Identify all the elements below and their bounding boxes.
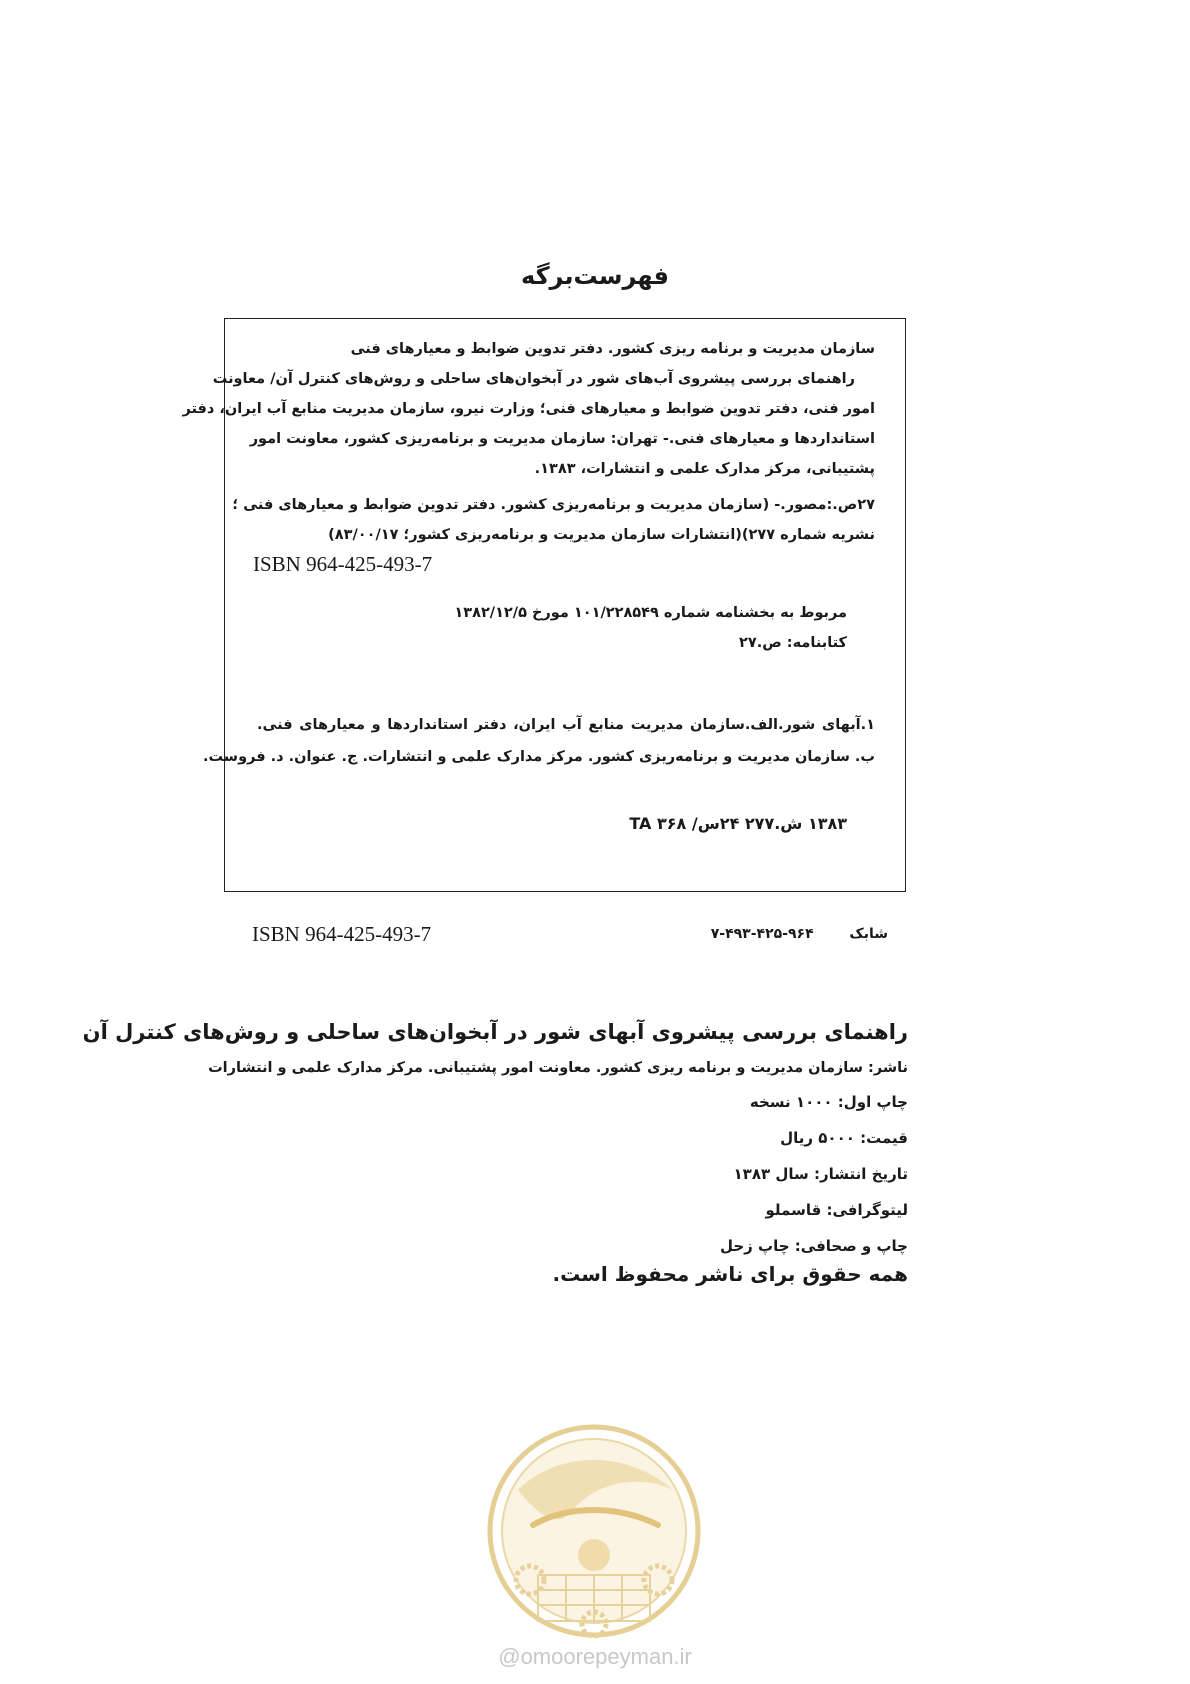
- catalog-subject-line: ب. سازمان مدیریت و برنامه‌ریزی کشور. مرکز مدارک علمی و انتشارات. ج. عنوان. د. فروست.: [202, 749, 875, 765]
- rights-notice: همه حقوق برای ناشر محفوظ است.: [552, 1262, 908, 1286]
- catalog-circular: مربوط به بخشنامه شماره ۱۰۱/۲۲۸۵۴۹ مورخ ۱۳۸۲/۱۲/۵: [454, 605, 847, 621]
- catalog-line: نشریه شماره ۲۷۷)(انتشارات سازمان مدیریت و برنامه‌ریزی کشور؛ ۸۳/۰۰/۱۷): [328, 527, 875, 543]
- catalog-classification: ۱۳۸۳ ش.۲۷۷ ۲۴س/ ۳۶۸ TA: [629, 814, 847, 833]
- catalog-isbn: ISBN 964-425-493-7: [253, 552, 433, 576]
- catalog-line: راهنمای بررسی پیشروی آب‌های شور در آبخوان‌های ساحلی و روش‌های کنترل آن/ معاونت: [212, 371, 855, 387]
- catalog-line: ۲۷ص.:مصور.- (سازمان مدیریت و برنامه‌ریزی کشور. دفتر تدوین ضوابط و معیارهای فنی ؛: [232, 497, 875, 513]
- edition-line: چاپ اول: ۱۰۰۰ نسخه: [749, 1093, 908, 1111]
- catalog-bibliography: کتابنامه: ص.۲۷: [739, 635, 847, 651]
- lithography-line: لیتوگرافی: قاسملو: [765, 1201, 908, 1219]
- page-title: فهرست‌برگه: [521, 262, 669, 290]
- publisher-line: ناشر: سازمان مدیریت و برنامه ریزی کشور. معاونت امور پشتیبانی. مرکز مدارک علمی و انتشارات: [208, 1060, 908, 1076]
- catalog-line: امور فنی، دفتر تدوین ضوابط و معیارهای فنی؛ وزارت نیرو، سازمان مدیریت منابع آب ایران، دفتر: [182, 401, 875, 417]
- price-line: قیمت: ۵۰۰۰ ریال: [780, 1129, 908, 1147]
- book-title: راهنمای بررسی پیشروی آبهای شور در آبخوان‌های ساحلی و روش‌های کنترل آن: [82, 1020, 908, 1044]
- catalog-line: استانداردها و معیارهای فنی.- تهران: سازمان مدیریت و برنامه‌ریزی کشور، معاونت امور: [249, 431, 875, 447]
- watermark-url: @omoorepeyman.ir: [498, 1644, 692, 1669]
- isbn-persian: ۹۶۴-۴۲۵-۴۹۳-۷: [710, 926, 814, 942]
- watermark-seal-icon: [478, 1420, 710, 1646]
- publish-date-line: تاریخ انتشار: سال ۱۳۸۳: [733, 1165, 908, 1183]
- isbn-persian-row: [711, 926, 888, 942]
- catalog-card: [182, 318, 906, 892]
- isbn-label: شابک: [849, 926, 888, 942]
- catalog-line: پشتیبانی، مرکز مدارک علمی و انتشارات، ۱۳۸۳.: [534, 461, 875, 477]
- catalog-subject-line: ۱.آبهای شور.الف.سازمان مدیریت منابع آب ایران، دفتر استانداردها و معیارهای فنی.: [257, 717, 875, 733]
- printing-line: چاپ و صحافی: چاپ زحل: [719, 1237, 908, 1255]
- catalog-line: سازمان مدیریت و برنامه ریزی کشور. دفتر تدوین ضوابط و معیارهای فنی: [350, 341, 875, 357]
- isbn-latin: ISBN 964-425-493-7: [252, 922, 432, 946]
